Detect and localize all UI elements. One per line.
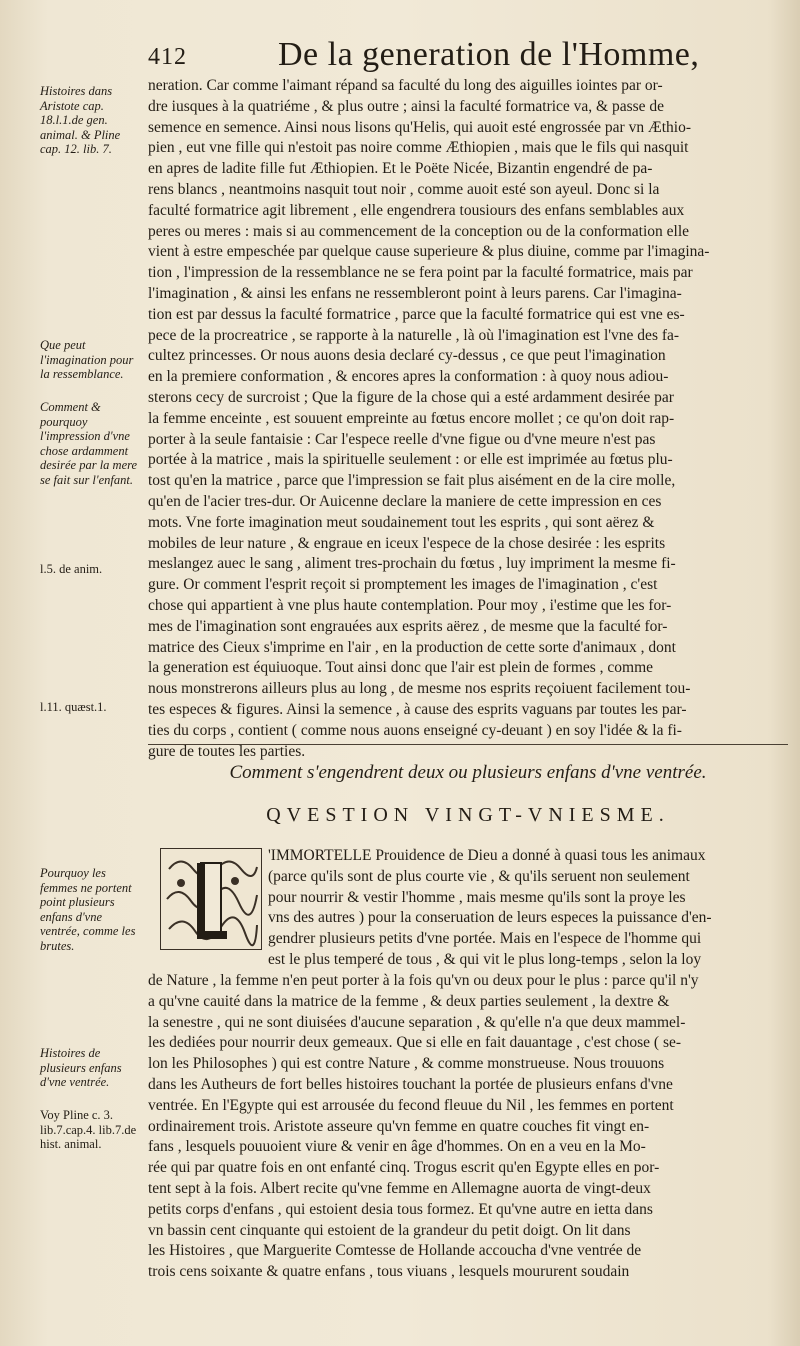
text-line: dans les Autheurs de fort belles histoires touchant la portée de plusieurs enfans d'vne	[148, 1075, 673, 1093]
text-line: vns des autres ) pour la conseruation de leurs especes la puissance d'en-	[268, 909, 712, 927]
text-line: la femme enceinte , est souuent empreinte au fœtus encore mollet ; ce qu'on doit rap-	[148, 409, 675, 427]
text-line: vient à estre empeschée par quelque cause superieure & plus diuine, comme par l'imagina-	[148, 243, 710, 261]
text-line: dre iusques à la quatriéme , & plus outre ; ainsi la faculté formatrice va, & passe de	[148, 97, 665, 115]
text-line: sterons cecy de surcroist ; Que la figure de la chose qui a esté ardamment desirée par	[148, 388, 674, 406]
margin-note: Comment & pourquoy l'impression d'vne chose ardamment desirée par la mere se fait sur l'enfant.	[40, 400, 138, 487]
text-line: lon les Philosophes ) qui est contre Nature , & comme monstrueuse. Nous trouuons	[148, 1055, 665, 1073]
text-line: tes especes & figures. Ainsi la semence , à cause des esprits vaguans par toutes les par-	[148, 700, 687, 718]
question-paragraph	[148, 971, 788, 1283]
text-line: mobiles de leur nature , & engraue en iceux l'espece de la chose desirée : les esprits	[148, 534, 666, 552]
text-line: gure. Or comment l'esprit reçoit si promptement les images de l'imagination , c'est	[148, 576, 658, 594]
margin-note: Voy Pline c. 3. lib.7.cap.4. lib.7.de hist. animal.	[40, 1108, 137, 1151]
text-line: cultez princesses. Or nous auons desia declaré cy-dessus , ce que peut l'imagination	[148, 347, 666, 365]
text-line: matrice des Cieux s'imprime en l'air , en la production de cette sorte d'animaux , dont	[148, 638, 676, 656]
text-line: vn bassin cent cinquante qui estoient de la grandeur du petit doigt. On lit dans	[148, 1221, 631, 1239]
running-title: De la generation de l'Homme,	[278, 36, 700, 73]
margin-note: l.5. de anim.	[40, 562, 103, 576]
margin-note: Histoires dans Aristote cap. 18.l.1.de gen. animal. & Pline cap. 12. lib. 7.	[40, 84, 121, 156]
text-line: tost qu'en la matrice , parce que l'impression se fait plus aisément en de la cire molle,	[148, 472, 676, 490]
text-line: fans , lesquels pouuoient viure & venir en âge d'hommes. On en a veu en la Mo-	[148, 1138, 646, 1156]
text-line: rée qui par quatre fois en ont enfanté cinq. Trogus escrit qu'en Egypte elles en por-	[148, 1159, 660, 1177]
page-number: 412	[148, 44, 187, 70]
section-rule	[148, 744, 788, 745]
text-line: qu'en de l'acier tres-dur. Or Auicenne declare la maniere de cette impression en ces	[148, 492, 662, 510]
drop-cap-initial	[160, 848, 262, 950]
text-line: trois cens soixante & quatre enfans , tous viuans , lesquels moururent soudain	[148, 1263, 630, 1281]
text-line: meslangez auec le sang , aliment tres-prochain du fœtus , luy impriment la mesme fi-	[148, 555, 676, 573]
text-line: 'IMMORTELLE Prouidence de Dieu a donné à quasi tous les animaux	[268, 847, 706, 864]
text-line: en la premiere conformation , & encores apres la conformation : à quoy nous adiou-	[148, 368, 669, 386]
text-line: en apres de ladite fille fut Æthiopien. Et le Poëte Nicée, Bizantin engendré de pa-	[148, 160, 653, 178]
text-line: la generation est équiuoque. Tout ainsi donc que l'air est plein de formes , comme	[148, 659, 654, 677]
text-line: rens blancs , neantmoins nasquit tout noir , comme auoit esté son ayeul. Donc si la	[148, 180, 660, 198]
question-title: QVESTION VINGT-VNIESME.	[266, 804, 670, 826]
text-line: de Nature , la femme n'en peut porter à la fois qu'vn ou deux pour le plus : parce qu'il n'y	[148, 972, 699, 989]
margin-note: Que peut l'imagination pour la ressemblance.	[40, 338, 134, 381]
text-line: semence en semence. Ainsi nous lisons qu'Helis, qui auoit esté engrossée par vn Æthio-	[148, 118, 692, 136]
text-line: peres ou meres : mais si au commencement de la conception ou de la conformation elle	[148, 222, 690, 240]
text-line: tion , l'impression de la ressemblance ne se fera point par la faculté formatrice, mais par	[148, 264, 693, 282]
text-line: petits corps d'enfans , qui estoient desia tous formez. Et qu'vne autre en ietta dans	[148, 1200, 653, 1218]
text-line: ordinairement trois. Aristote asseure qu'vn femme en quatre couches fit vingt en-	[148, 1117, 650, 1135]
text-line: l'imagination , & ainsi les enfans ne ressembleront point à leurs parens. Car l'imagina-	[148, 284, 682, 302]
text-line: gure de toutes les parties.	[148, 742, 306, 760]
text-line: mes de l'imagination sont engrauées aux esprits aërez , de mesme que la faculté for-	[148, 617, 668, 635]
margin-note: Histoires de plusieurs enfans d'vne ventrée.	[40, 1046, 122, 1089]
text-line: porter à la seule fantaisie : Car l'espece reelle d'vne figue ou d'vne meure n'est pas	[148, 430, 656, 448]
text-line: la senestre , qui ne sont diuisées d'aucune separation , & qu'elle n'a que deux mammel-	[148, 1013, 686, 1031]
text-line: ties du corps , contient ( comme nous auons enseigné cy-deuant ) en soy l'idée & la fi-	[148, 721, 682, 739]
section-heading: Comment s'engendrent deux ou plusieurs enfans d'vne ventrée.	[229, 762, 707, 783]
text-line: les Histoires , que Marguerite Comtesse de Hollande accoucha d'vne ventrée de	[148, 1242, 642, 1260]
text-line: tion est par dessus la faculté formatrice , parce que la faculté formatrice qui est vne es-	[148, 305, 685, 323]
text-line: tent sept à la fois. Albert recite qu'vne femme en Allemagne auorta de vingt-deux	[148, 1179, 651, 1197]
page-header	[148, 36, 788, 80]
text-line: les dediées pour nourrir deux gemeaux. Que si elle en fait dauantage , c'est chose ( se-	[148, 1034, 682, 1052]
text-line: pece de la procreatrice , se rapporte à la naturelle , là où l'imagination est l'vne des fa-	[148, 326, 680, 344]
text-line: neration. Car comme l'aimant répand sa faculté du long des aiguilles iointes par or-	[148, 77, 663, 94]
text-line: nous monstrerons ailleurs plus au long , de mesme nos esprits reçoiuent facilement tou-	[148, 680, 691, 698]
text-line: (parce qu'ils sont de plus courte vie , & qu'ils seruent non seulement	[268, 867, 690, 885]
text-line: ventrée. En l'Egypte qui est arrousée du fecond fleuue du Nil , les femmes en portent	[148, 1096, 674, 1114]
text-line: faculté formatrice agit librement , elle engendrera tousiours des enfans semblables aux	[148, 201, 685, 219]
text-line: portée à la matrice , mais la spirituelle seulement : or elle est imprimée au fœtus plu-	[148, 451, 673, 469]
text-line: pour nourrir & vestir l'homme , mais mesme qu'ils sont la proye les	[268, 888, 686, 906]
body-text	[148, 76, 788, 762]
text-line: mots. Vne forte imagination meut soudainement tout les esprits , qui sont aërez &	[148, 513, 655, 531]
ornamental-initial-icon	[161, 849, 261, 949]
text-line: chose qui appartient à vne plus haute contemplation. Pour moy , i'estime que les for-	[148, 596, 672, 614]
question-paragraph-opening	[268, 846, 788, 971]
margin-note: l.11. quæst.1.	[40, 700, 107, 714]
text-line: est le plus temperé de tous , & qui vit le plus long-temps , selon la loy	[268, 950, 702, 968]
margin-note: Pourquoy les femmes ne portent point plusieurs enfans d'vne ventrée, comme les brutes.	[40, 866, 136, 953]
text-line: pien , eut vne fille qui n'estoit pas noire comme Æthiopien , mais que le fils qui nasquit	[148, 139, 689, 157]
text-line: gendrer plusieurs petits d'vne portée. Mais en l'espece de l'homme qui	[268, 930, 702, 948]
text-line: a qu'vne cauité dans la matrice de la femme , & deux parties seulement , la dextre &	[148, 992, 670, 1010]
